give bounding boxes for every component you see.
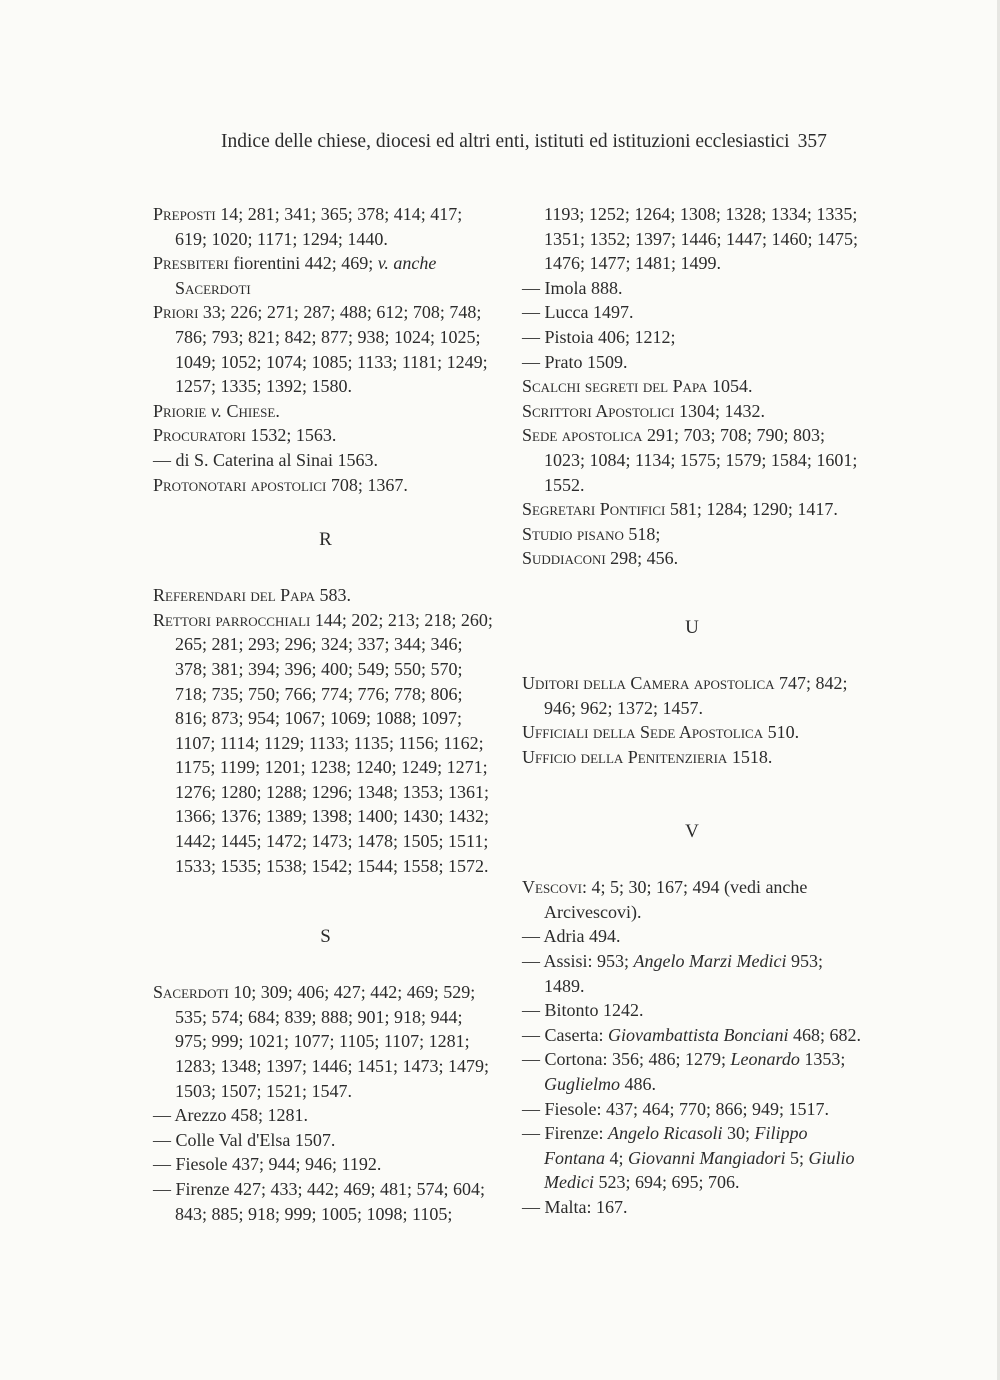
sub-entry: — Adria 494.: [522, 926, 621, 947]
entry-head: Priori: [153, 302, 199, 323]
page-number: 357: [797, 131, 827, 152]
entry-head: Uditori della Camera apostolica: [522, 672, 775, 693]
entry-head: Scalchi segreti del Papa: [522, 376, 708, 397]
entry-head: Procuratori: [153, 425, 246, 446]
entry-head: Vescovi:: [522, 877, 587, 898]
index-column-left: [153, 202, 498, 1226]
entry-sede: Sede apostolica 291; 703; 708; 790; 803; 1023; 1084; 1134; 1575; 1579; 1584; 1601; 1552.: [522, 425, 858, 495]
continued-entry: 1193; 1252; 1264; 1308; 1328; 1334; 1335; 1351; 1352; 1397; 1446; 1447; 1460; 1475; 1476; 1477; 1481; 1499.: [544, 204, 859, 274]
entry-head: Ufficiali della Sede Apostolica: [522, 722, 764, 743]
entry-preposti: Preposti 14; 281; 341; 365; 378; 414; 417; 619; 1020; 1171; 1294; 1440.: [153, 204, 463, 249]
entry-head: Segretari Pontifici: [522, 499, 666, 520]
section-letter-s: S: [320, 926, 331, 948]
section-letter-u: U: [685, 616, 699, 638]
entry-ufficiali: Ufficiali della Sede Apostolica 510.: [522, 722, 800, 743]
entry-head: Suddiaconi: [522, 548, 606, 569]
sub-entry: — Imola 888.: [522, 277, 623, 298]
entry-priori: Priori 33; 226; 271; 287; 488; 612; 708; 748; 786; 793; 821; 842; 877; 938; 1024; 1025; 1049; 1052; 1074; 1085; 1133; 1181; 1249; 1257; 1335; 1392; 1580.: [153, 302, 488, 397]
entry-vescovi: Vescovi: 4; 5; 30; 167; 494 (vedi anche Arcivescovi).: [522, 877, 808, 922]
entry-rettori: Rettori parrocchiali 144; 202; 213; 218; 260; 265; 281; 293; 296; 324; 337; 344; 346; 378; 381; 394; 396; 400; 549; 550; 570; 718; 735; 750; 766; 774; 776; 778; 806; 816; 873; 954; 1067; 1069; 1088; 1097; 1107; 1114; 1129; 1133; 1135; 1156; 1162; 1175; 1199; 1201; 1238; 1240; 1249; 1271; 1276; 1280; 1288; 1296; 1348; 1353; 1361; 1366; 1376; 1389; 1398; 1400; 1430; 1432; 1442; 1445; 1472; 1473; 1478; 1505; 1511; 1533; 1535; 1538; 1542; 1544; 1558; 1572.: [153, 609, 493, 876]
entry-priorie: Priorie v. Chiese.: [153, 400, 280, 421]
entry-head: Priorie: [153, 400, 207, 421]
header-title: Indice delle chiese, diocesi ed altri enti, istituti ed istituzioni ecclesiastici: [221, 131, 790, 152]
entry-suddiaconi: Suddiaconi 298; 456.: [522, 548, 679, 569]
entry-procuratori: Procuratori 1532; 1563.: [153, 425, 337, 446]
entry-ufficio: Ufficio della Penitenzieria 1518.: [522, 746, 773, 767]
cross-reference: Chiese.: [226, 400, 280, 421]
sub-entry: — Firenze 427; 433; 442; 469; 481; 574; 604; 843; 885; 918; 999; 1005; 1098; 1105;: [153, 1179, 485, 1224]
sub-entry-caserta: — Caserta: Giovambattista Bonciani 468; 682.: [522, 1024, 861, 1045]
entry-segretari: Segretari Pontifici 581; 1284; 1290; 1417.: [522, 499, 838, 520]
entry-referendari: Referendari del Papa 583.: [153, 585, 351, 606]
entry-head: Ufficio della Penitenzieria: [522, 746, 728, 767]
entry-head: Studio pisano: [522, 523, 624, 544]
entry-head: Sede apostolica: [522, 425, 643, 446]
entry-studio: Studio pisano 518;: [522, 523, 661, 544]
running-header: [221, 129, 861, 155]
entry-head: Scrittori Apostolici: [522, 400, 675, 421]
sub-entry-cortona: — Cortona: 356; 486; 1279; Leonardo 1353; Guglielmo 486.: [522, 1049, 846, 1095]
entry-presbiteri: Presbiteri fiorentini 442; 469; v. anche Sacerdoti: [153, 253, 437, 298]
entry-head: Rettori parrocchiali: [153, 609, 311, 630]
sub-entry: — Colle Val d'Elsa 1507.: [153, 1129, 336, 1150]
sub-entry: — Fiesole 437; 944; 946; 1192.: [153, 1154, 382, 1175]
entry-head: Preposti: [153, 204, 216, 224]
entry-uditori: Uditori della Camera apostolica 747; 842; 946; 962; 1372; 1457.: [522, 672, 848, 718]
sub-entry: — Bitonto 1242.: [522, 1000, 644, 1021]
index-column-right: [522, 202, 862, 1220]
entry-protonotari: Protonotari apostolici 708; 1367.: [153, 474, 408, 495]
entry-head: Referendari del Papa: [153, 585, 315, 606]
sub-entry: — Pistoia 406; 1212;: [522, 326, 676, 347]
entry-scalchi: Scalchi segreti del Papa 1054.: [522, 376, 753, 397]
sub-entry: — Arezzo 458; 1281.: [153, 1105, 308, 1126]
sub-entry-firenze: — Firenze: Angelo Ricasoli 30; Filippo Fontana 4; Giovanni Mangiadori 5; Giulio Medici 523; 694; 695; 706.: [522, 1123, 855, 1193]
sub-entry: — Fiesole: 437; 464; 770; 866; 949; 1517.: [522, 1098, 830, 1119]
sub-entry: — Lucca 1497.: [522, 302, 634, 323]
entry-head: Protonotari apostolici: [153, 474, 327, 495]
entry-head: Presbiteri: [153, 253, 229, 274]
entry-sacerdoti: Sacerdoti 10; 309; 406; 427; 442; 469; 529; 535; 574; 684; 839; 888; 901; 918; 944; 975; 999; 1021; 1077; 1105; 1107; 1281; 1283; 1348; 1397; 1446; 1451; 1473; 1479; 1503; 1507; 1521; 1547.: [153, 982, 490, 1101]
cross-reference: Sacerdoti: [175, 277, 251, 298]
sub-entry: — Malta: 167.: [522, 1197, 628, 1217]
sub-entry: — Prato 1509.: [522, 351, 628, 372]
entry-head: Sacerdoti: [153, 982, 229, 1003]
section-letter-r: R: [319, 529, 332, 551]
entry-scrittori: Scrittori Apostolici 1304; 1432.: [522, 400, 765, 421]
sub-entry: — di S. Caterina al Sinai 1563.: [153, 449, 378, 470]
sub-entry-assisi: — Assisi: 953; Angelo Marzi Medici 953; 1489.: [522, 951, 824, 996]
section-letter-v: V: [685, 821, 699, 843]
